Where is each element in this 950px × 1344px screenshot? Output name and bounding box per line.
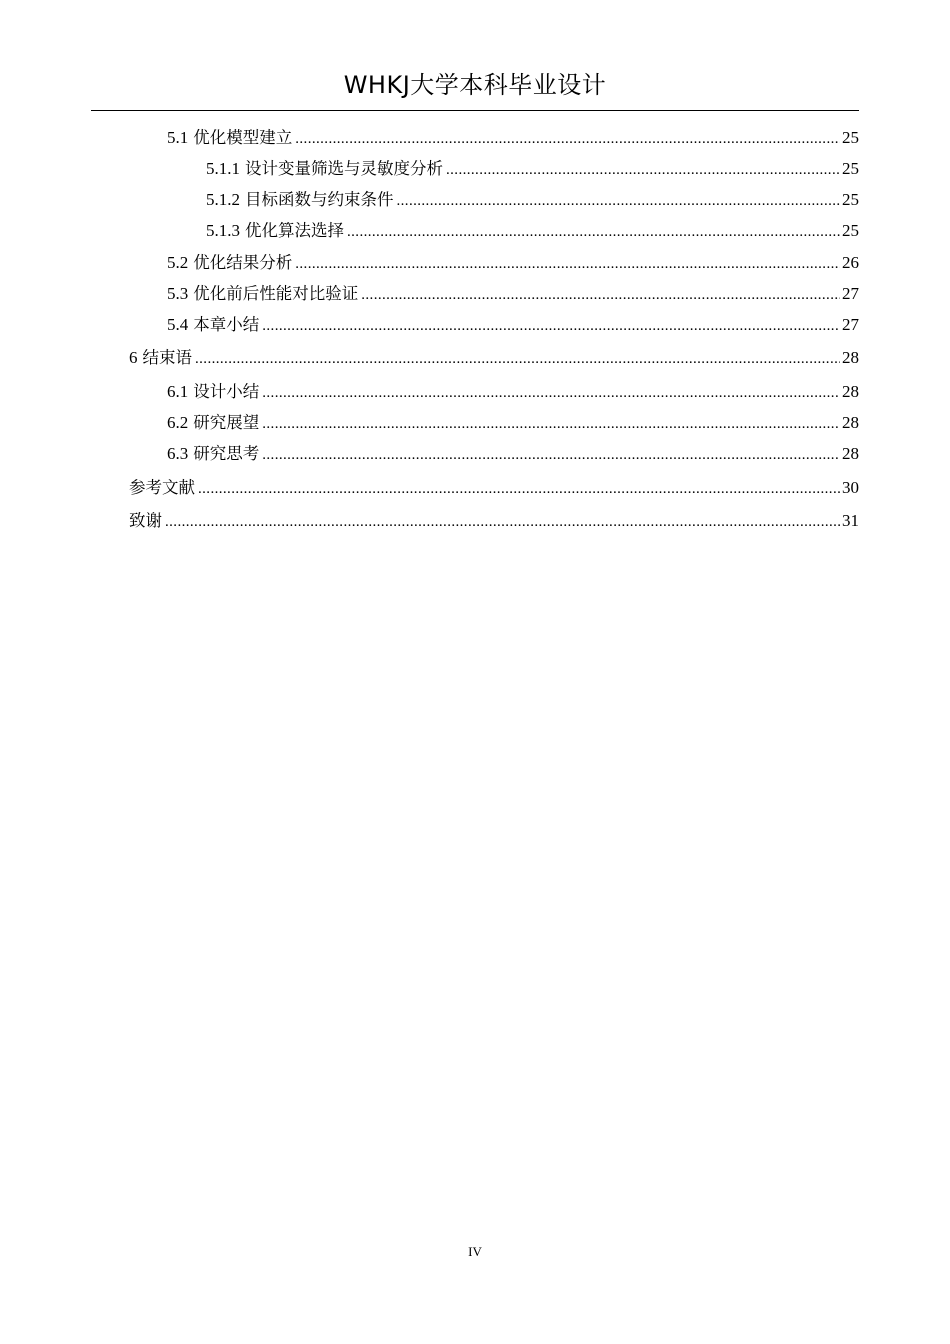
toc-entry-5-1-1[interactable]: [206, 156, 859, 182]
toc-entry-title: 优化前后性能对比验证: [193, 284, 359, 303]
toc-dot-leader: [195, 346, 840, 372]
toc-entry-number: 5.3: [167, 284, 189, 303]
toc-entry-title: 设计变量筛选与灵敏度分析: [245, 159, 443, 178]
toc-entry-number: 5.4: [167, 315, 189, 334]
toc-dot-leader: [295, 126, 840, 152]
toc-entry-title: 致谢: [129, 511, 162, 530]
toc-dot-leader: [446, 157, 840, 183]
toc-dot-leader: [262, 411, 840, 437]
toc-dot-leader: [262, 380, 840, 406]
toc-entry-page: 28: [842, 348, 859, 367]
toc-entry-number: 5.1: [167, 128, 189, 147]
toc-entry-title: 目标函数与约束条件: [245, 190, 394, 209]
table-of-contents: [0, 0, 950, 600]
toc-entry-title: 优化模型建立: [193, 128, 293, 147]
toc-dot-leader: [397, 188, 841, 214]
page-header-title: WHKJ大学本科毕业设计: [343, 71, 607, 99]
toc-dot-leader: [198, 476, 840, 502]
toc-entry-page: 27: [842, 284, 859, 303]
toc-entry-5-1[interactable]: [167, 125, 859, 151]
toc-entry-5-1-3[interactable]: [206, 218, 859, 244]
toc-entry-number: 5.2: [167, 253, 189, 272]
toc-entry-references[interactable]: [129, 475, 859, 501]
toc-entry-number: 5.1.2: [206, 190, 240, 209]
toc-entry-title: 参考文献: [129, 478, 195, 497]
toc-entry-page: 31: [842, 511, 859, 530]
toc-entry-page: 27: [842, 315, 859, 334]
toc-dot-leader: [295, 251, 840, 277]
toc-entry-page: 28: [842, 413, 859, 432]
toc-entry-title: 设计小结: [193, 382, 260, 401]
toc-entry-number: 6.3: [167, 444, 189, 463]
toc-entry-title: 优化结果分析: [193, 253, 293, 272]
toc-entry-5-4[interactable]: [167, 312, 859, 338]
toc-entry-6-2[interactable]: [167, 410, 859, 436]
toc-entry-5-3[interactable]: [167, 281, 859, 307]
toc-entry-number: 5.1.3: [206, 221, 240, 240]
toc-entry-page: 28: [842, 444, 859, 463]
toc-entry-6-1[interactable]: [167, 379, 859, 405]
toc-entry-6[interactable]: [129, 345, 859, 371]
toc-entry-acknowledgements[interactable]: [129, 508, 859, 534]
toc-entry-page: 25: [842, 159, 859, 178]
toc-entry-number: 5.1.1: [206, 159, 240, 178]
toc-entry-5-1-2[interactable]: [206, 187, 859, 213]
toc-entry-title: 本章小结: [193, 315, 260, 334]
toc-entry-page: 25: [842, 190, 859, 209]
toc-entry-number: 6.1: [167, 382, 189, 401]
toc-dot-leader: [165, 509, 840, 535]
toc-entry-page: 25: [842, 128, 859, 147]
toc-entry-5-2[interactable]: [167, 250, 859, 276]
toc-dot-leader: [262, 442, 840, 468]
toc-entry-page: 30: [842, 478, 859, 497]
toc-entry-title: 研究思考: [193, 444, 260, 463]
toc-entry-title: 结束语: [142, 348, 192, 367]
toc-entry-title: 研究展望: [193, 413, 260, 432]
toc-entry-page: 26: [842, 253, 859, 272]
toc-entry-number: 6: [129, 348, 138, 367]
toc-entry-title: 优化算法选择: [245, 221, 344, 240]
page-number: IV: [468, 1244, 482, 1259]
toc-dot-leader: [347, 219, 840, 245]
toc-entry-number: 6.2: [167, 413, 189, 432]
toc-entry-page: 25: [842, 221, 859, 240]
toc-entry-6-3[interactable]: [167, 441, 859, 467]
toc-dot-leader: [262, 313, 840, 339]
toc-entry-page: 28: [842, 382, 859, 401]
toc-dot-leader: [361, 282, 840, 308]
